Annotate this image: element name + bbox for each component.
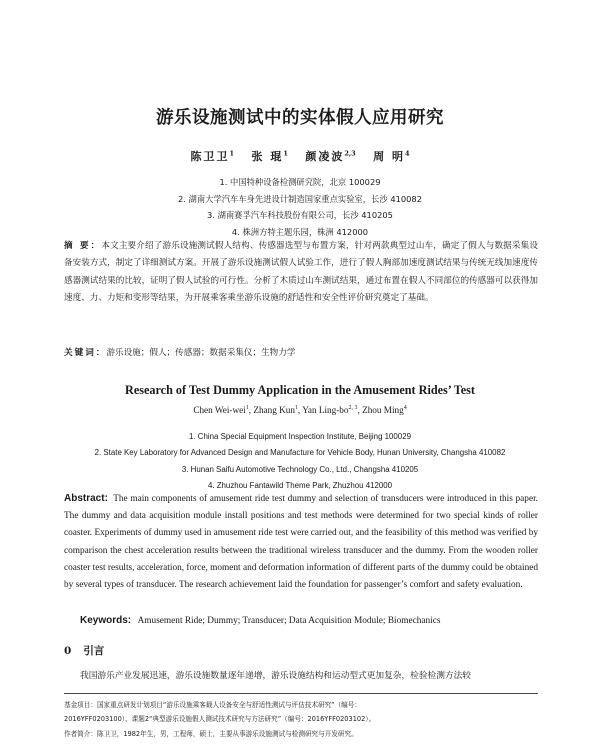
author-affil-sup: 2,3 bbox=[344, 149, 356, 158]
affiliation-item: 4. 株洲方特主题乐园，株洲 412000 bbox=[231, 226, 369, 237]
author-name: 张 琨 bbox=[251, 150, 284, 163]
keywords-zh bbox=[64, 346, 538, 358]
author-affil-sup: 1 bbox=[245, 405, 249, 411]
section-number: 0 bbox=[64, 645, 72, 657]
author-affil-sup: 2, 3 bbox=[348, 405, 358, 411]
author-list-zh bbox=[0, 148, 600, 164]
author-name: 陈卫卫 bbox=[190, 150, 230, 163]
author-affil-sup: 1 bbox=[229, 149, 234, 158]
author-list-en: Chen Wei-wei$^1$, Zhang Kun$^1$, Yan Ling-bo$^{2, 3}$, Zhou Ming$^4$ bbox=[193, 405, 407, 416]
abstract-en bbox=[64, 490, 538, 594]
footnote-divider bbox=[64, 693, 538, 694]
author-name: 周 明 bbox=[373, 150, 406, 163]
affiliation-item: 4. Zhuzhou Fantawild Theme Park, Zhuzhou 412000 bbox=[207, 480, 393, 490]
affiliation-item: 3. 湖南赛孚汽车科技股份有限公司，长沙 410205 bbox=[207, 210, 393, 220]
affiliation-item: 2. State Key Laboratory for Advanced Design and Manufacture for Vehicle Body, Hunan University, Changsha 410082 bbox=[94, 448, 506, 458]
section-heading bbox=[64, 643, 104, 658]
intro-paragraph: 我国游乐产业发展迅速，游乐设施数量逐年递增，游乐设施结构和运动型式更加复杂，检验检测方法较 bbox=[80, 671, 471, 681]
keywords-text-en: Amusement Ride; Dummy; Transducer; Data Acquisition Module; Biomechanics bbox=[137, 616, 441, 626]
abstract-text-en: The main components of amusement ride test dummy and selection of transducers were introduced in this paper. The dummy and data acquisition module install positions and test methods were determined for two special kinds of roller coaster. Experiments of dummy used in amusement ride test were carried out, and the feasibility of this method was verified by comparison the chest acceleration results between the traditional wireless transducer and the dummy. From the wooden roller coaster test results, acceleration, force, moment and deformation information of different parts of the dummy could be obtained by several types of transducer. The research achievement laid the foundation for passenger’s comfort and safety evaluation. bbox=[64, 494, 538, 591]
keywords-label-zh: 关键词： bbox=[64, 348, 107, 358]
keywords-text-zh: 游乐设施；假人；传感器；数据采集仪；生物力学 bbox=[106, 348, 296, 358]
abstract-text-zh: 本文主要介绍了游乐设施测试假人结构、传感器选型与布置方案，针对两款典型过山车，确定了假人与数据采集设备安装方式，制定了详细测试方案。开展了游乐设施测试假人试验工作，进行了假人胸部加速度测试结果与传统无线加速度传感器测试结果的比较，证明了假人试验的可行性。分析了木质过山车测试结果，通过布置在假人不同部位的传感器可以获得加速度、力、力矩和变形等结果，为开展乘客乘坐游乐设施的舒适性和安全性评价研究奠定了基础。 bbox=[64, 241, 538, 304]
affiliation-item: 1. 中国特种设备检测研究院，北京 100029 bbox=[219, 177, 381, 187]
section-title: 引言 bbox=[83, 645, 105, 657]
footnote-line: 基金项目：国家重点研发计划项目“游乐设施乘客载人设备安全与舒适性测试与评估技术研究”（编号： bbox=[64, 701, 361, 709]
author-affil-sup: 1 bbox=[294, 405, 298, 411]
affiliation-item: 3. Hunan Saifu Automotive Technology Co., Ltd., Changsha 410205 bbox=[181, 464, 419, 474]
author-affil-sup: 1 bbox=[283, 149, 288, 158]
keywords-label-en: Keywords: bbox=[80, 615, 132, 626]
abstract-label-en: Abstract: bbox=[64, 493, 108, 504]
page-title-en: Research of Test Dummy Application in the Amusement Rides’ Test bbox=[125, 383, 475, 397]
footnotes bbox=[64, 698, 540, 741]
affiliations-en bbox=[0, 429, 600, 494]
affiliation-item: 1. China Special Equipment Inspection Institute, Beijing 100029 bbox=[189, 432, 411, 441]
author-name: Yan Ling-bo bbox=[302, 405, 349, 416]
affiliation-item: 2. 湖南大学汽车车身先进设计制造国家重点实验室，长沙 410082 bbox=[178, 193, 422, 204]
abstract-zh bbox=[64, 238, 538, 308]
footnote-line: 作者简介：陈卫卫，1982年生，男，工程师，硕士，主要从事游乐设施测试与检测研究与开发研究。 bbox=[64, 729, 358, 738]
author-affil-sup: 4 bbox=[405, 149, 410, 158]
author-name: 颜凌波 bbox=[305, 150, 345, 163]
affiliations-zh bbox=[0, 174, 600, 240]
author-affil-sup: 4 bbox=[403, 405, 407, 411]
page-title-zh: 游乐设施测试中的实体假人应用研究 bbox=[156, 108, 444, 128]
abstract-label-zh: 摘 要： bbox=[64, 241, 102, 251]
author-name: Zhou Ming bbox=[362, 405, 404, 416]
author-name: Zhang Kun bbox=[253, 405, 295, 416]
keywords-en bbox=[80, 615, 540, 626]
footnote-line: 2016YFF0203100）、课题2“典型游乐设施假人测试技术研究与方法研究”（编号：2016YFF0203102）。 bbox=[64, 715, 376, 724]
author-name: Chen Wei-wei bbox=[193, 405, 246, 416]
